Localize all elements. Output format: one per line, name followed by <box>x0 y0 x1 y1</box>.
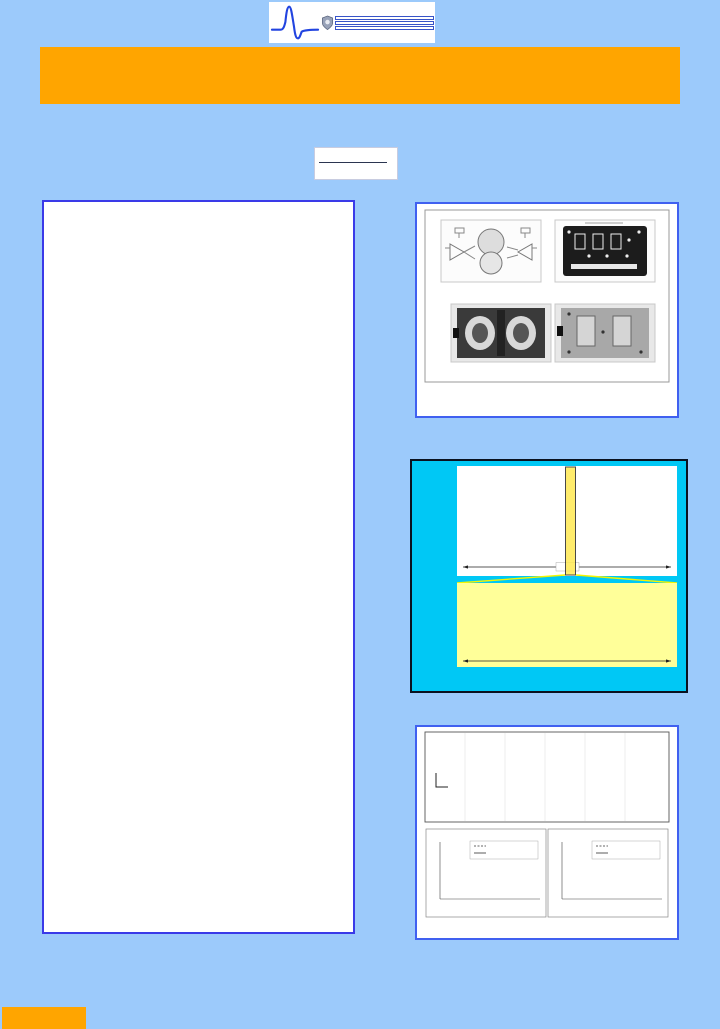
figure2-panel <box>410 459 688 693</box>
poster-title-banner <box>40 47 680 104</box>
university-row <box>0 143 720 183</box>
logo-department-line <box>335 21 434 25</box>
figure1-panel <box>415 202 679 418</box>
sapienza-logo-name <box>319 162 387 163</box>
fig3-right-chart <box>548 829 668 917</box>
action-potential-waveform-icon <box>270 3 320 42</box>
logo-university-line <box>335 16 434 20</box>
department-logo <box>269 2 435 43</box>
fig1-probe-photo-C <box>451 304 551 362</box>
sapienza-logo <box>314 147 398 180</box>
figure2-graphic <box>412 461 686 691</box>
fig2-zoom-strip <box>566 467 576 575</box>
figure3-panel <box>415 725 679 940</box>
conference-badge <box>2 1007 86 1029</box>
fig1-schematic-A <box>441 220 541 282</box>
figure1-graphic <box>417 204 677 390</box>
abstract-panel <box>42 200 355 934</box>
logo-section-line <box>335 26 434 30</box>
department-logo-text <box>335 16 434 30</box>
fig1-pcb-B <box>555 220 655 282</box>
fig3-left-chart <box>426 829 546 917</box>
figure3-graphic <box>417 727 677 921</box>
university-crest-icon <box>321 15 334 31</box>
fig1-board-photo-D <box>555 304 655 362</box>
